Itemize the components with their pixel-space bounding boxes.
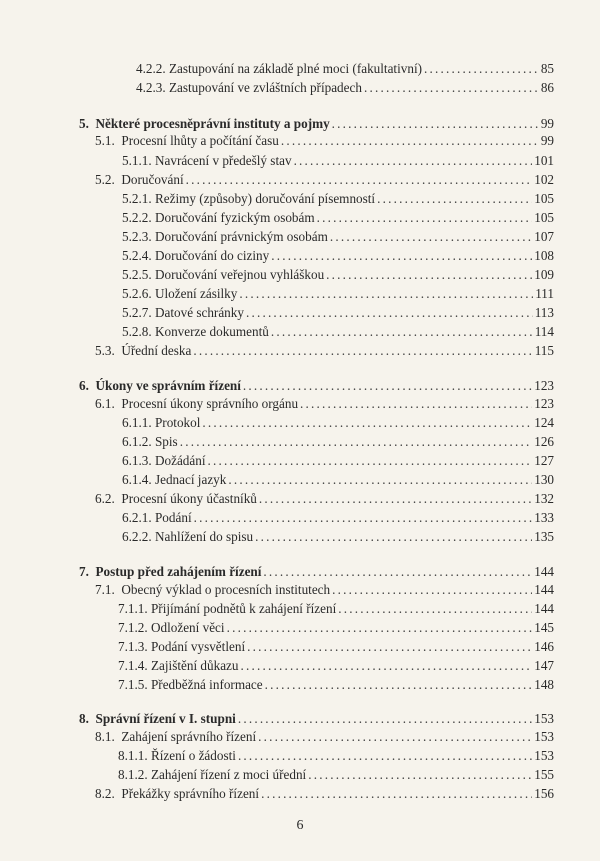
entry-title: Zastupování ve zvláštních případech — [168, 80, 362, 95]
entry-title: Zahájení správního řízení — [121, 729, 257, 744]
dot-leader — [265, 677, 533, 693]
entry-number: 6.1.4. — [122, 472, 152, 487]
entry-title: Procesní úkony účastníků — [121, 491, 257, 506]
entry-page: 126 — [534, 434, 554, 449]
entry-title: Dožádání — [154, 453, 206, 468]
entry-title: Jednací jazyk — [154, 472, 227, 487]
entry-number: 8.2. — [95, 786, 115, 801]
entry-page: 123 — [534, 378, 554, 393]
toc-entry — [118, 658, 554, 676]
dot-leader — [258, 729, 532, 745]
entry-page: 148 — [534, 677, 554, 692]
entry-title: Podání — [154, 510, 192, 525]
entry-page: 127 — [534, 453, 554, 468]
entry-title: Procesní úkony správního orgánu — [121, 396, 299, 411]
entry-page: 130 — [534, 472, 554, 487]
dot-leader — [241, 658, 533, 674]
dot-leader — [281, 133, 539, 149]
toc-chapter — [79, 378, 554, 396]
entry-number: 6.1.1. — [122, 415, 152, 430]
dot-leader — [228, 472, 532, 488]
dot-leader — [332, 116, 539, 132]
entry-number: 5. — [79, 116, 89, 131]
entry-page: 85 — [540, 61, 554, 76]
entry-number: 6.1.3. — [122, 453, 152, 468]
dot-leader — [332, 582, 532, 598]
entry-number: 5.2.2. — [122, 210, 152, 225]
dot-leader — [239, 286, 533, 302]
entry-page: 144 — [534, 601, 554, 616]
entry-number: 7.1.4. — [118, 658, 148, 673]
entry-number: 6.1.2. — [122, 434, 152, 449]
entry-page: 108 — [534, 248, 554, 263]
toc-entry — [122, 434, 554, 452]
entry-number: 5.2.7. — [122, 305, 152, 320]
dot-leader — [261, 786, 532, 802]
dot-leader — [308, 767, 532, 783]
dot-leader — [246, 305, 533, 321]
entry-title: Řízení o žádosti — [150, 748, 236, 763]
entry-page: 146 — [534, 639, 554, 654]
toc-entry — [95, 172, 554, 190]
toc-entry — [95, 343, 554, 361]
entry-title: Zahájení řízení z moci úřední — [150, 767, 307, 782]
entry-number: 6.1. — [95, 396, 115, 411]
toc-entry — [95, 491, 554, 509]
entry-page: 144 — [534, 564, 554, 579]
toc-entry — [95, 396, 554, 414]
dot-leader — [238, 748, 532, 764]
entry-number: 5.2.4. — [122, 248, 152, 263]
entry-page: 153 — [534, 729, 554, 744]
dot-leader — [247, 639, 532, 655]
entry-number: 5.2.6. — [122, 286, 152, 301]
dot-leader — [271, 248, 532, 264]
entry-number: 5.2.5. — [122, 267, 152, 282]
dot-leader — [271, 324, 533, 340]
entry-page: 102 — [534, 172, 554, 187]
dot-leader — [243, 378, 532, 394]
toc-entry — [122, 191, 554, 209]
toc-entry — [122, 415, 554, 433]
toc-entry — [118, 748, 554, 766]
toc-entry — [122, 472, 554, 490]
entry-number: 6. — [79, 378, 89, 393]
entry-page: 153 — [534, 748, 554, 763]
entry-number: 7. — [79, 564, 89, 579]
entry-title: Protokol — [154, 415, 201, 430]
entry-title: Překážky správního řízení — [121, 786, 260, 801]
entry-page: 86 — [540, 80, 554, 95]
dot-leader — [259, 491, 532, 507]
entry-title: Zastupování na základě plné moci (fakultativní) — [168, 61, 423, 76]
toc-entry — [136, 61, 554, 79]
toc-entry — [118, 767, 554, 785]
entry-number: 7.1.5. — [118, 677, 148, 692]
entry-number: 8.1. — [95, 729, 115, 744]
entry-title: Nahlížení do spisu — [154, 529, 254, 544]
toc-entry — [122, 529, 554, 547]
dot-leader — [326, 267, 532, 283]
dot-leader — [364, 80, 539, 96]
entry-title: Doručování veřejnou vyhláškou — [154, 267, 325, 282]
entry-title: Doručování fyzickým osobám — [154, 210, 315, 225]
entry-title: Odložení věci — [150, 620, 225, 635]
entry-number: 5.1. — [95, 133, 115, 148]
toc-entry — [95, 582, 554, 600]
entry-number: 6.2.1. — [122, 510, 152, 525]
dot-leader — [330, 229, 532, 245]
entry-page: 111 — [535, 286, 554, 301]
entry-page: 144 — [534, 582, 554, 597]
entry-title: Uložení zásilky — [154, 286, 238, 301]
dot-leader — [238, 711, 532, 727]
toc-entry — [122, 267, 554, 285]
entry-page: 115 — [534, 343, 554, 358]
toc-chapter — [79, 711, 554, 729]
toc-entry — [122, 510, 554, 528]
entry-page: 113 — [534, 305, 554, 320]
toc-chapter — [79, 564, 554, 582]
page-number: 6 — [296, 818, 304, 833]
entry-number: 8. — [79, 711, 89, 726]
toc-entry — [136, 80, 554, 98]
dot-leader — [263, 564, 532, 580]
entry-title: Datové schránky — [154, 305, 244, 320]
entry-number: 5.2.1. — [122, 191, 152, 206]
toc-entry — [95, 786, 554, 804]
dot-leader — [424, 61, 539, 77]
entry-page: 109 — [534, 267, 554, 282]
dot-leader — [317, 210, 533, 226]
entry-title: Předběžná informace — [150, 677, 263, 692]
entry-title: Doručování do ciziny — [154, 248, 270, 263]
toc-entry — [122, 153, 554, 171]
entry-page: 105 — [534, 191, 554, 206]
entry-page: 155 — [534, 767, 554, 782]
entry-title: Úkony ve správním řízení — [95, 378, 241, 393]
entry-page: 147 — [534, 658, 554, 673]
toc-entry — [118, 677, 554, 695]
entry-title: Podání vysvětlení — [150, 639, 246, 654]
entry-title: Konverze dokumentů — [154, 324, 269, 339]
entry-title: Obecný výklad o procesních institutech — [121, 582, 331, 597]
entry-page: 124 — [534, 415, 554, 430]
entry-title: Správní řízení v I. stupni — [95, 711, 236, 726]
toc-entry — [122, 286, 554, 304]
dot-leader — [202, 415, 532, 431]
entry-number: 5.2. — [95, 172, 115, 187]
entry-title: Postup před zahájením řízení — [95, 564, 262, 579]
entry-page: 101 — [534, 153, 554, 168]
entry-number: 7.1.1. — [118, 601, 148, 616]
entry-title: Některé procesněprávní instituty a pojmy — [95, 116, 330, 131]
entry-page: 123 — [534, 396, 554, 411]
entry-number: 5.2.3. — [122, 229, 152, 244]
toc-entry — [122, 248, 554, 266]
dot-leader — [338, 601, 532, 617]
dot-leader — [300, 396, 532, 412]
entry-number: 4.2.3. — [136, 80, 166, 95]
toc-entry — [122, 324, 554, 342]
entry-title: Doručování — [121, 172, 184, 187]
dot-leader — [193, 343, 532, 359]
entry-number: 6.2.2. — [122, 529, 152, 544]
dot-leader — [194, 510, 533, 526]
toc-chapter — [79, 116, 554, 134]
entry-number: 7.1.3. — [118, 639, 148, 654]
dot-leader — [180, 434, 533, 450]
entry-title: Doručování právnickým osobám — [154, 229, 328, 244]
entry-page: 156 — [534, 786, 554, 801]
toc-entry — [118, 639, 554, 657]
entry-page: 99 — [540, 116, 554, 131]
entry-page: 153 — [534, 711, 554, 726]
entry-title: Procesní lhůty a počítání času — [121, 133, 279, 148]
toc-entry — [122, 229, 554, 247]
entry-number: 5.2.8. — [122, 324, 152, 339]
toc-entry — [118, 601, 554, 619]
dot-leader — [186, 172, 533, 188]
dot-leader — [208, 453, 533, 469]
entry-number: 8.1.2. — [118, 767, 148, 782]
entry-number: 5.1.1. — [122, 153, 152, 168]
entry-number: 5.3. — [95, 343, 115, 358]
entry-title: Úřední deska — [121, 343, 192, 358]
dot-leader — [255, 529, 532, 545]
entry-page: 107 — [534, 229, 554, 244]
entry-page: 114 — [534, 324, 554, 339]
entry-number: 7.1.2. — [118, 620, 148, 635]
entry-page: 105 — [534, 210, 554, 225]
entry-title: Navrácení v předešlý stav — [154, 153, 292, 168]
entry-title: Spis — [154, 434, 178, 449]
entry-number: 4.2.2. — [136, 61, 166, 76]
entry-page: 133 — [534, 510, 554, 525]
toc-entry — [118, 620, 554, 638]
toc-entry — [122, 453, 554, 471]
entry-title: Zajištění důkazu — [150, 658, 239, 673]
entry-title: Přijímání podnětů k zahájení řízení — [150, 601, 337, 616]
dot-leader — [377, 191, 532, 207]
dot-leader — [294, 153, 533, 169]
entry-page: 132 — [534, 491, 554, 506]
entry-number: 7.1. — [95, 582, 115, 597]
entry-title: Režimy (způsoby) doručování písemností — [154, 191, 376, 206]
toc-entry — [122, 210, 554, 228]
toc-entry — [122, 305, 554, 323]
entry-page: 145 — [534, 620, 554, 635]
entry-page: 99 — [540, 133, 554, 148]
toc-entry — [95, 133, 554, 151]
toc-entry — [95, 729, 554, 747]
entry-page: 135 — [534, 529, 554, 544]
entry-number: 6.2. — [95, 491, 115, 506]
dot-leader — [227, 620, 533, 636]
entry-number: 8.1.1. — [118, 748, 148, 763]
